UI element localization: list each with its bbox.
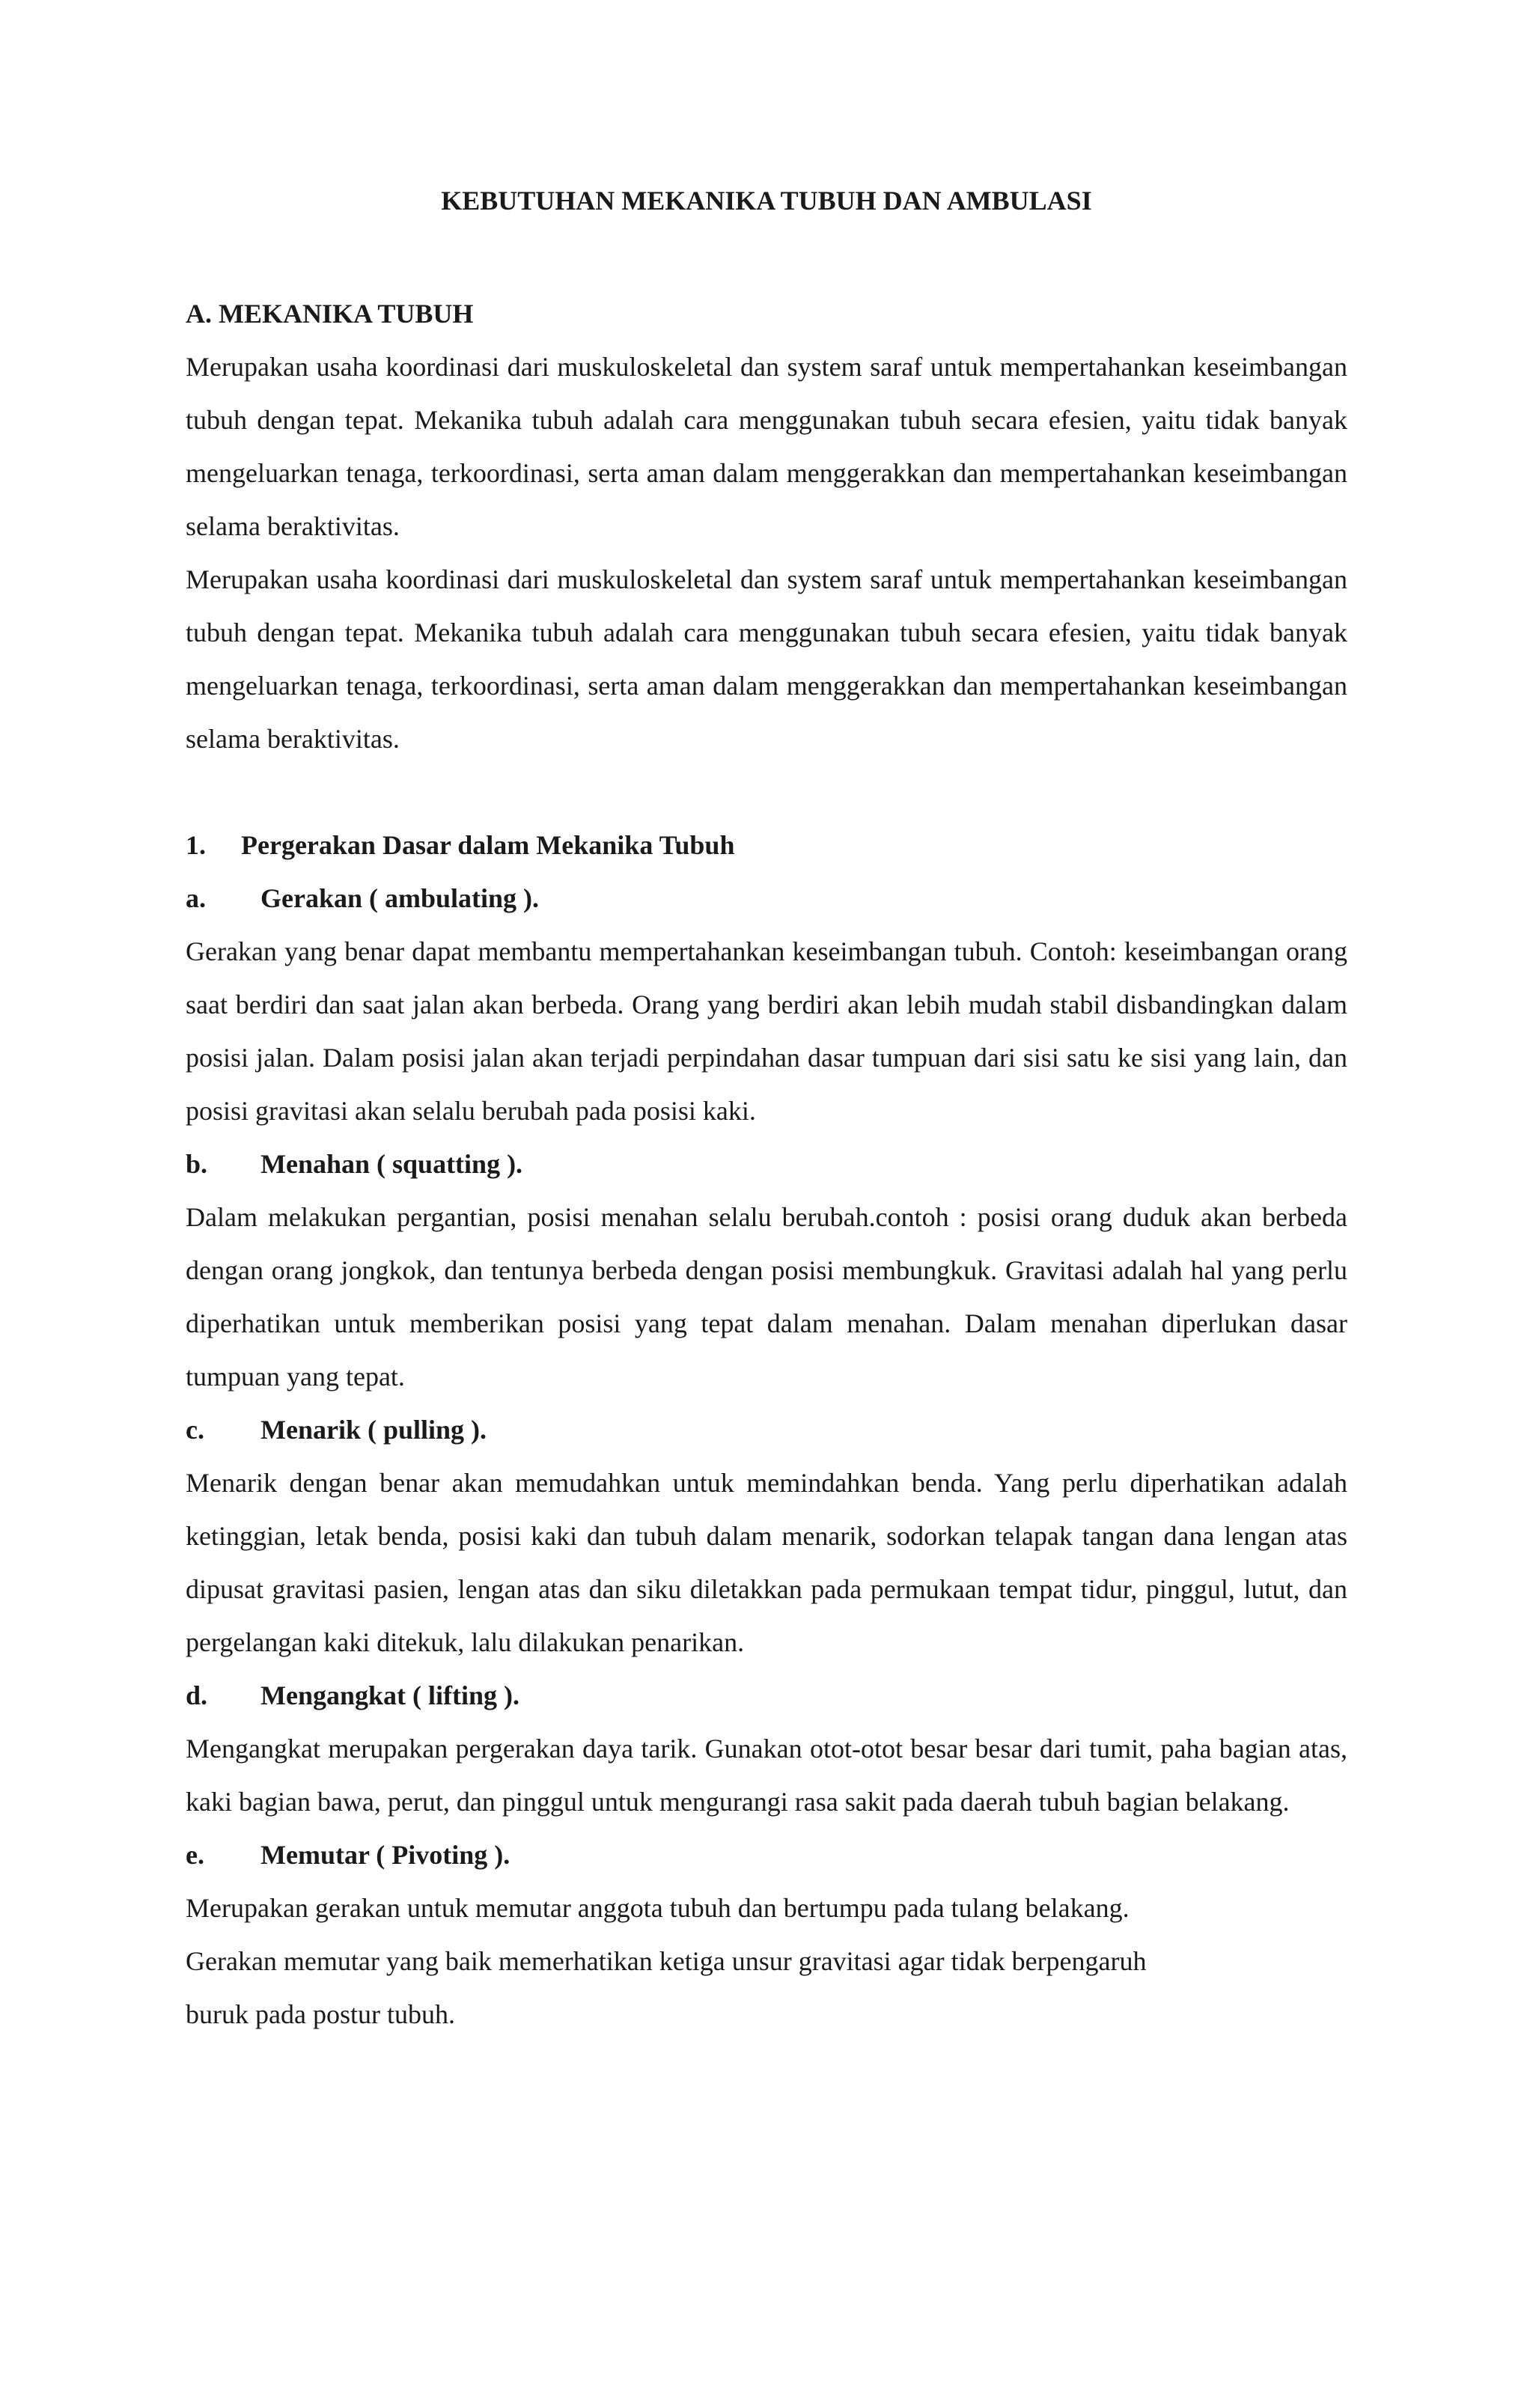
subsection-1-title: Pergerakan Dasar dalam Mekanika Tubuh [241, 830, 735, 860]
spacer [186, 766, 1347, 819]
item-d-heading [186, 1669, 1347, 1722]
section-a-paragraph-1: Merupakan usaha koordinasi dari muskuloskeletal dan system saraf untuk mempertahankan keseimbangan tubuh dengan tepat. Mekanika tubuh adalah cara menggunakan tubuh secara efesien, yaitu tidak banyak mengeluarkan tenaga, terkoordinasi, serta aman dalam menggerakkan dan mempertahankan keseimbangan selama beraktivitas. [186, 352, 1347, 541]
item-b-heading [186, 1138, 1347, 1191]
item-d-letter: d. [186, 1680, 208, 1710]
subsection-1-number: 1. [186, 830, 206, 860]
item-a-text: Gerakan yang benar dapat membantu mempertahankan keseimbangan tubuh. Contoh: keseimbangan orang saat berdiri dan saat jalan akan berbeda. Orang yang berdiri akan lebih mudah stabil disbandingkan dalam posisi jalan. Dalam posisi jalan akan terjadi perpindahan dasar tumpuan dari sisi satu ke sisi yang lain, dan posisi gravitasi akan selalu berubah pada posisi kaki. [186, 936, 1347, 1126]
item-c-heading [186, 1403, 1347, 1457]
section-a-heading: A. MEKANIKA TUBUH [186, 299, 474, 329]
item-a-letter: a. [186, 883, 206, 913]
item-e-line-1: Merupakan gerakan untuk memutar anggota tubuh dan bertumpu pada tulang belakang. [186, 1893, 1130, 1923]
item-a-title: Gerakan ( ambulating ). [260, 883, 540, 913]
item-a-heading [186, 872, 1347, 925]
item-d-title: Mengangkat ( lifting ). [260, 1680, 519, 1710]
item-b-text: Dalam melakukan pergantian, posisi menahan selalu berubah.contoh : posisi orang duduk akan berbeda dengan orang jongkok, dan tentunya berbeda dengan posisi membungkuk. Gravitasi adalah hal yang perlu diperhatikan untuk memberikan posisi yang tepat dalam menahan. Dalam menahan diperlukan dasar tumpuan yang tepat. [186, 1202, 1347, 1392]
item-b-letter: b. [186, 1149, 208, 1179]
document-body [186, 287, 1347, 2041]
document-title: KEBUTUHAN MEKANIKA TUBUH DAN AMBULASI [441, 186, 1092, 216]
item-e-title: Memutar ( Pivoting ). [260, 1840, 511, 1870]
item-e-line-3: buruk pada postur tubuh. [186, 1999, 455, 2029]
item-d-text: Mengangkat merupakan pergerakan daya tarik. Gunakan otot-otot besar besar dari tumit, paha bagian atas, kaki bagian bawa, perut, dan pinggul untuk mengurangi rasa sakit pada daerah tubuh bagian belakang. [186, 1734, 1347, 1817]
subsection-1-heading [186, 819, 1347, 872]
item-c-text: Menarik dengan benar akan memudahkan untuk memindahkan benda. Yang perlu diperhatikan adalah ketinggian, letak benda, posisi kaki dan tubuh dalam menarik, sodorkan telapak tangan dana lengan atas dipusat gravitasi pasien, lengan atas dan siku diletakkan pada permukaan tempat tidur, pinggul, lutut, dan pergelangan kaki ditekuk, lalu dilakukan penarikan. [186, 1468, 1347, 1657]
item-c-title: Menarik ( pulling ). [260, 1415, 487, 1445]
item-b-title: Menahan ( squatting ). [260, 1149, 523, 1179]
item-e-letter: e. [186, 1840, 204, 1870]
section-a-paragraph-2: Merupakan usaha koordinasi dari muskuloskeletal dan system saraf untuk mempertahankan keseimbangan tubuh dengan tepat. Mekanika tubuh adalah cara menggunakan tubuh secara efesien, yaitu tidak banyak mengeluarkan tenaga, terkoordinasi, serta aman dalam menggerakkan dan mempertahankan keseimbangan selama beraktivitas. [186, 564, 1347, 754]
item-e-line-2: Gerakan memutar yang baik memerhatikan ketiga unsur gravitasi agar tidak berpengaruh [186, 1946, 1147, 1976]
item-e-heading [186, 1829, 1347, 1882]
item-c-letter: c. [186, 1415, 204, 1445]
